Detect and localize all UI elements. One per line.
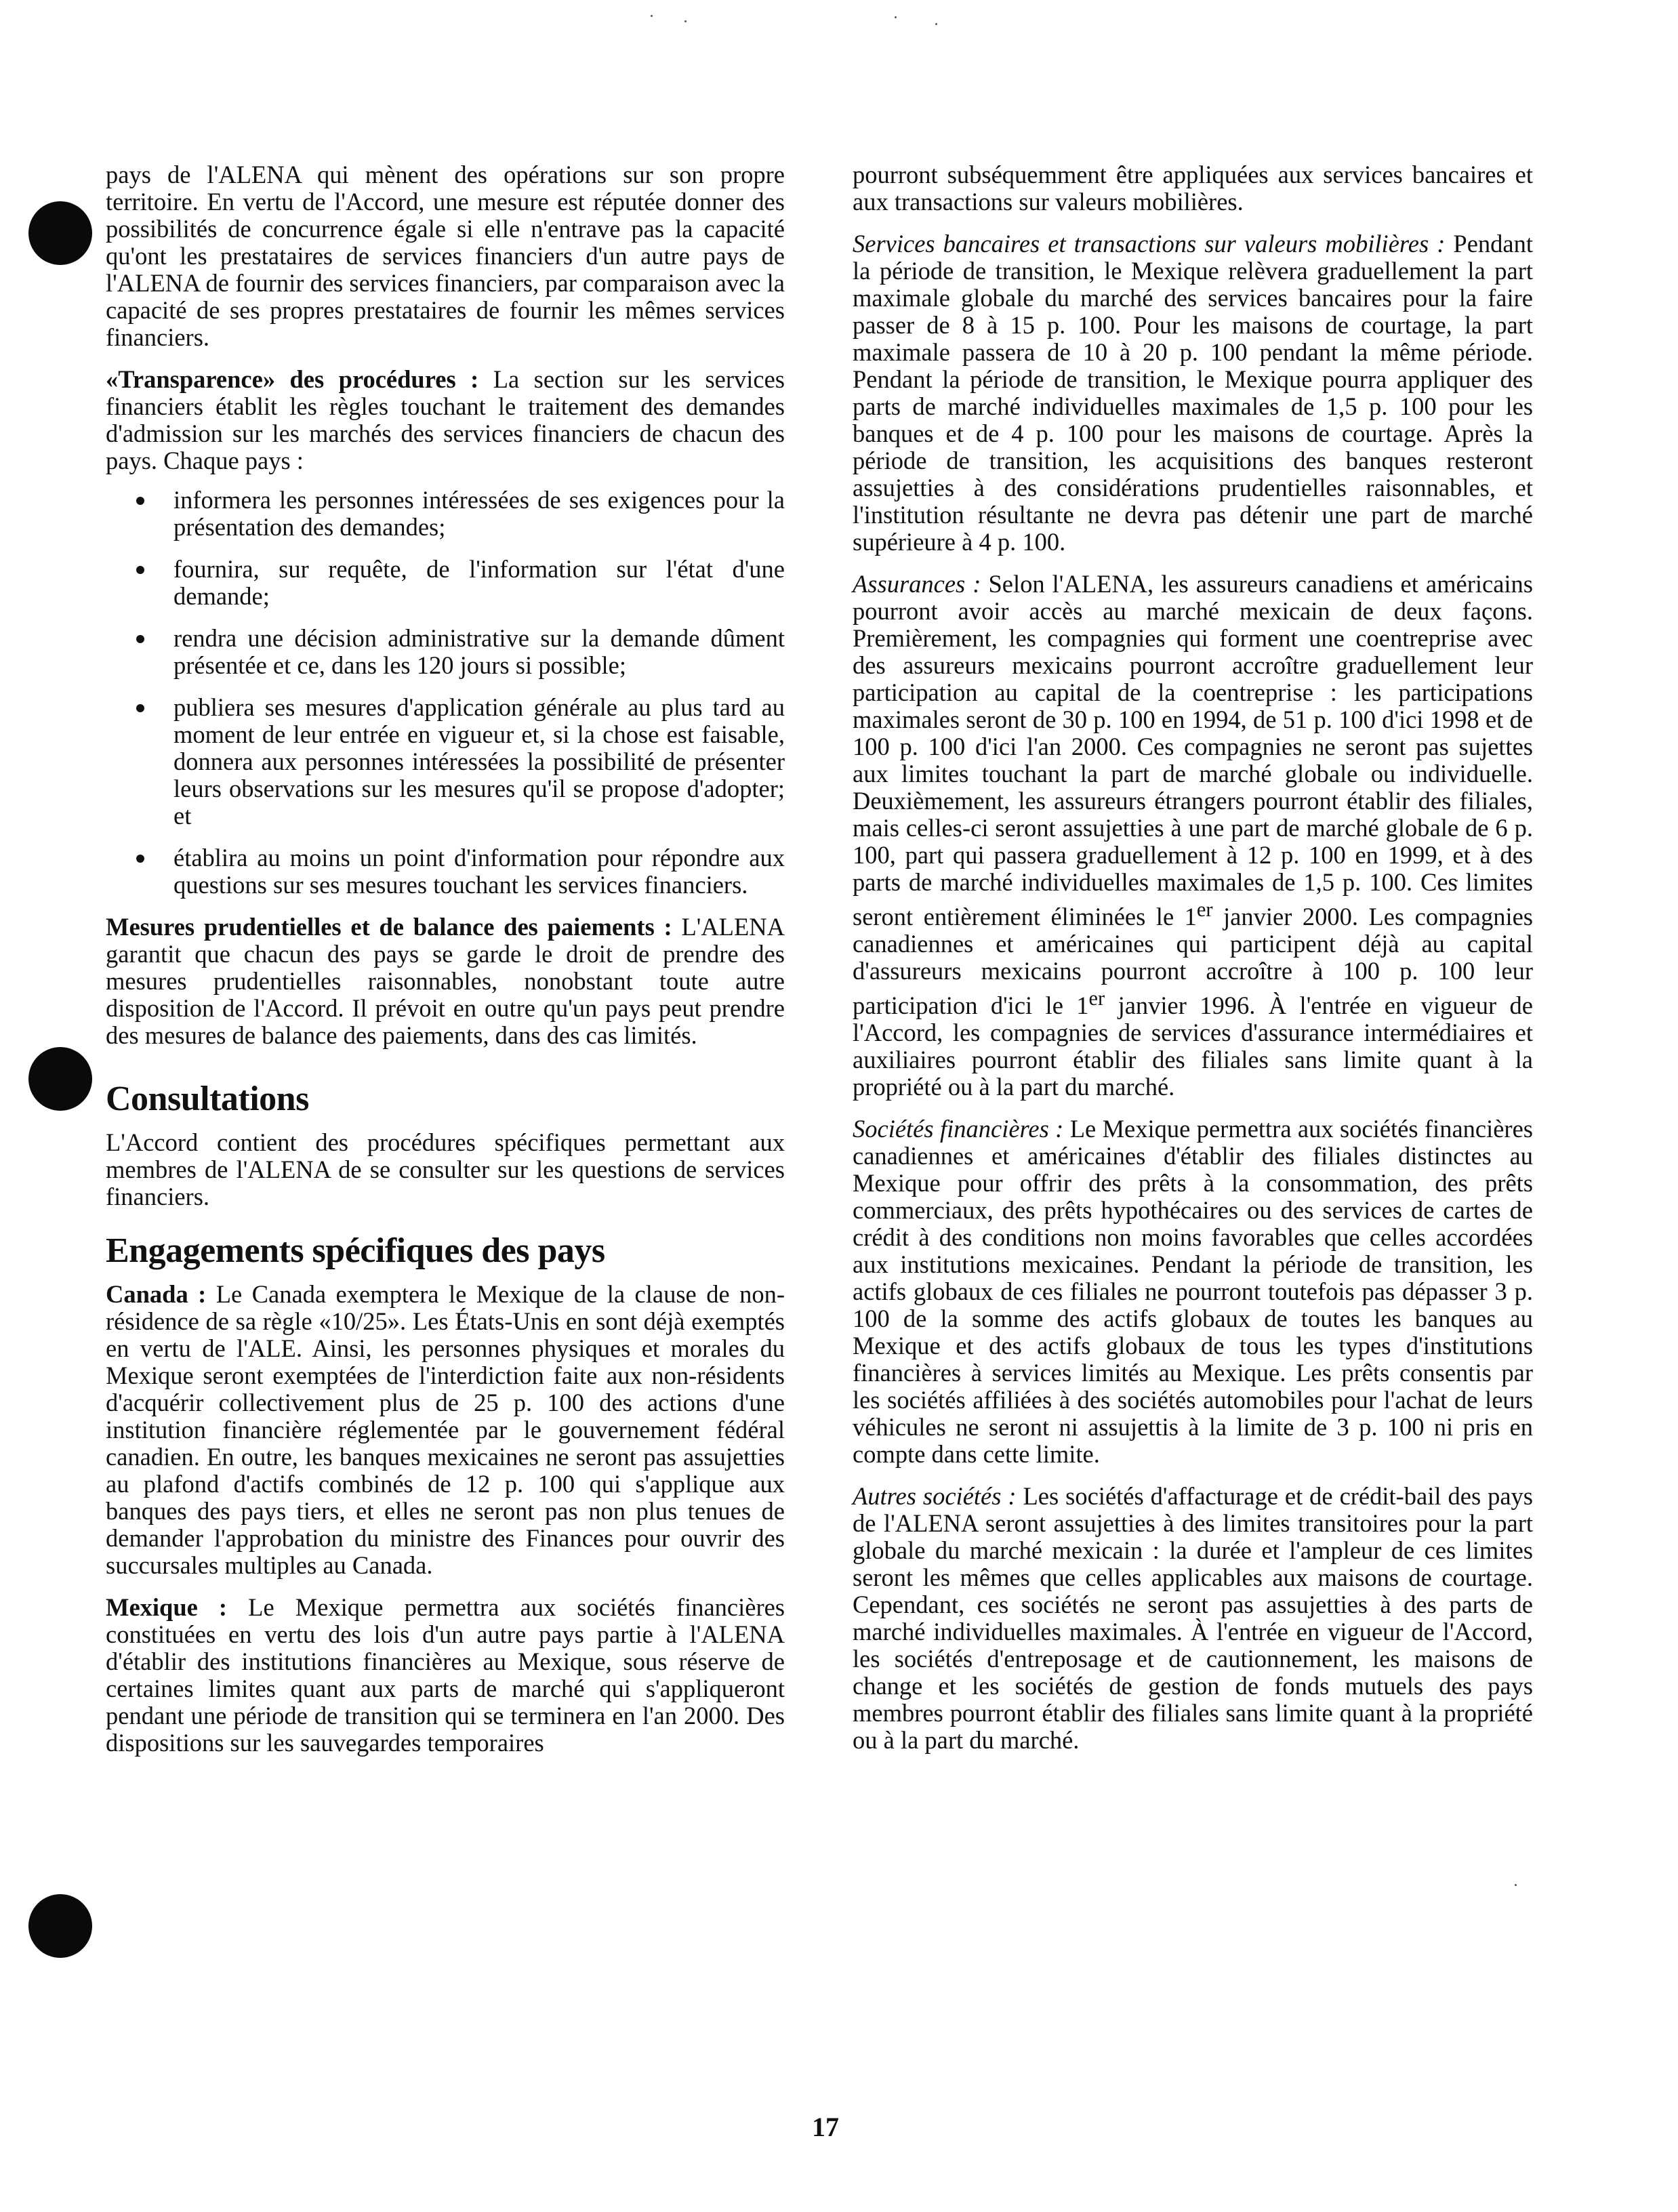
canada-text: Le Canada exemptera le Mexique de la clause de non-résidence de sa règle «10/25». Les États-Unis en sont déjà exemptés en vertu de l'ALE. Ainsi, les personnes physiques et morales du Mexique seront exemptées de l'interdiction faite aux non-résidents d'acquérir collectivement plus de 25 p. 100 des actions d'une institution financière réglementée par le gouvernement fédéral canadien. En outre, les banques mexicaines ne seront pas assujetties au plafond d'actifs combinés de 12 p. 100 qui s'applique aux banques des pays tiers, et elles ne seront pas non plus tenues de demander l'approbation du ministre des Finances pour ouvrir des succursales multiples au Canada.: [106, 1280, 785, 1579]
assurances-title: Assurances :: [853, 570, 981, 598]
transparence-text: La section sur les services financiers établit les règles touchant le traitement des demandes d'admission sur les marchés des services financiers de chacun des pays. Chaque pays :: [106, 365, 785, 474]
bancaires-title: Services bancaires et transactions sur valeurs mobilières :: [853, 230, 1446, 258]
list-item: établira au moins un point d'information pour répondre aux questions sur ses mesures touchant les services financiers.: [173, 844, 785, 899]
right-column: [853, 161, 1533, 1754]
mesures-text: L'ALENA garantit que chacun des pays se garde le droit de prendre des mesures prudentielles raisonnables, nonobstant toute autre disposition de l'Accord. Il prévoit en outre qu'un pays peut prendre des mesures de balance des paiements, dans des cas limités.: [106, 913, 785, 1049]
autres-societes-title: Autres sociétés :: [853, 1482, 1017, 1511]
binder-hole-bottom: [28, 1894, 92, 1958]
superscript-er: er: [1088, 987, 1105, 1010]
mesures-paragraph: [106, 914, 785, 1049]
page-number: 17: [812, 2112, 839, 2142]
assurances-text-b: janvier 2000. Les compagnies canadiennes et américaines qui participent déjà au capital d'assureurs mexicains pourront accroître à 100 p. 100 leur participation d'ici le 1: [853, 903, 1533, 1020]
scan-speck: [935, 23, 937, 25]
consultations-paragraph: L'Accord contient des procédures spécifiques permettant aux membres de l'ALENA de se consulter sur les questions de services financiers.: [106, 1128, 785, 1210]
canada-title: Canada :: [106, 1280, 207, 1308]
binder-hole-top: [28, 201, 92, 265]
assurances-text-c: janvier 1996. À l'entrée en vigueur de l'Accord, les compagnies de services d'assurance intermédiaires et auxiliaires pourront établir des filiales sans limite quant à la propriété ou à la part du marché.: [853, 991, 1533, 1101]
societes-financieres-text: Le Mexique permettra aux sociétés financières canadiennes et américaines d'établir des filiales distinctes au Mexique pour offrir des prêts à la consommation, des prêts commerciaux, des prêts hypothécaires ou des services de cartes de crédit à des conditions non moins favorables que celles accordées aux institutions mexicaines. Pendant la période de transition, les actifs globaux de ces filiales ne pourront toutefois pas dépasser 3 p. 100 de la somme des actifs globaux de toutes les banques au Mexique et des actifs globaux de tous les types d'institutions financières à services limités au Mexique. Les prêts consentis par les sociétés affiliées à des sociétés automobiles pour l'achat de leurs véhicules ne seront ni assujettis à la limite de 3 p. 100 ni pris en compte dans cette limite.: [853, 1115, 1533, 1469]
assurances-paragraph: [853, 571, 1533, 1101]
intro-paragraph: pays de l'ALENA qui mènent des opérations sur son propre territoire. En vertu de l'Accord, une mesure est réputée donner des possibilités de concurrence égale si elle n'entrave pas la capacité qu'ont les prestataires de services financiers d'un autre pays de l'ALENA de fournir des services financiers, par comparaison avec la capacité de ses propres prestataires de fournir les mêmes services financiers.: [106, 161, 785, 351]
scan-speck: [895, 16, 897, 18]
mexique-paragraph: [106, 1594, 785, 1757]
list-item: publiera ses mesures d'application générale au plus tard au moment de leur entrée en vigueur et, si la chose est faisable, donnera aux personnes intéressées la possibilité de présenter leurs observations sur les mesures qu'il se propose d'adopter; et: [173, 693, 785, 830]
scan-speck: [684, 20, 687, 22]
transparence-paragraph: [106, 366, 785, 474]
autres-societes-text: Les sociétés d'affacturage et de crédit-bail des pays de l'ALENA seront assujetties à des limites transitoires pour la part globale du marché mexicain : la durée et l'ampleur de ces limites seront les mêmes que celles applicables aux maisons de courtage. Cependant, ces sociétés ne seront pas assujetties à des parts de marché individuelles maximales. À l'entrée en vigueur de l'Accord, les sociétés d'entreposage et de cautionnement, les maisons de change et les sociétés de gestion de fonds mutuels des pays membres pourront établir des filiales sans limite quant à la propriété ou à la part du marché.: [853, 1482, 1534, 1755]
bancaires-paragraph: [853, 230, 1533, 556]
scan-speck: [651, 15, 653, 17]
mexique-text: Le Mexique permettra aux sociétés financières constituées en vertu des lois d'un autre pays partie à l'ALENA d'établir des institutions financières au Mexique, sous réserve de certaines limites quant aux parts de marché qui s'appliqueront pendant une période de transition qui se terminera en l'an 2000. Des dispositions sur les sauvegardes temporaires: [106, 1593, 785, 1757]
assurances-text-a: Selon l'ALENA, les assureurs canadiens et américains pourront avoir accès au marché mexicain de deux façons. Premièrement, les compagnies qui forment une coentreprise avec des assureurs mexicains pourront accroître graduellement leur participation au capital de la coentreprise : les participations maximales seront de 30 p. 100 en 1994, de 51 p. 100 d'ici 1998 et de 100 p. 100 d'ici l'an 2000. Ces compagnies ne seront pas sujettes aux limites touchant la part de marché globale ou individuelle. Deuxièmement, les assureurs étrangers pourront établir des filiales, mais celles-ci seront assujetties à une part de marché globale de 6 p. 100, part qui passera graduellement à 12 p. 100 en 1999, et à des parts de marché individuelles maximales de 1,5 p. 100. Ces limites seront entièrement éliminées le 1: [853, 570, 1534, 931]
transparence-title: «Transparence» des procédures :: [106, 365, 479, 393]
bancaires-text: Pendant la période de transition, le Mexique relèvera graduellement la part maximale globale du marché des services bancaires pour la faire passer de 8 à 15 p. 100. Pour les maisons de courtage, la part maximale passera de 10 à 20 p. 100 pendant la même période. Pendant la période de transition, le Mexique pourra appliquer des parts de marché individuelles maximales de 1,5 p. 100 pour les banques et de 4 p. 100 pour les maisons de courtage. Après la période de transition, les acquisitions des banques resteront assujetties à des considérations prudentielles raisonnables, et l'institution résultante ne devra pas détenir une part de marché supérieure à 4 p. 100.: [853, 230, 1533, 556]
mexique-title: Mexique :: [106, 1593, 228, 1621]
engagements-heading: Engagements spécifiques des pays: [106, 1231, 605, 1270]
list-item: informera les personnes intéressées de ses exigences pour la présentation des demandes;: [173, 486, 785, 541]
obligations-list: [106, 487, 785, 899]
left-column: [106, 161, 785, 1757]
list-item: rendra une décision administrative sur la demande dûment présentée et ce, dans les 120 jours si possible;: [173, 624, 785, 679]
continuation-paragraph: pourront subséquemment être appliquées aux services bancaires et aux transactions sur valeurs mobilières.: [853, 161, 1533, 216]
consultations-heading: Consultations: [106, 1080, 309, 1118]
binder-hole-middle: [28, 1047, 92, 1111]
autres-societes-paragraph: [853, 1483, 1533, 1754]
societes-financieres-paragraph: [853, 1115, 1533, 1468]
canada-paragraph: [106, 1281, 785, 1579]
superscript-er: er: [1196, 898, 1213, 921]
societes-financieres-title: Sociétés financières :: [853, 1115, 1064, 1143]
scan-speck: [1515, 1884, 1517, 1886]
mesures-title: Mesures prudentielles et de balance des paiements :: [106, 913, 672, 941]
list-item: fournira, sur requête, de l'information sur l'état d'une demande;: [173, 555, 785, 610]
